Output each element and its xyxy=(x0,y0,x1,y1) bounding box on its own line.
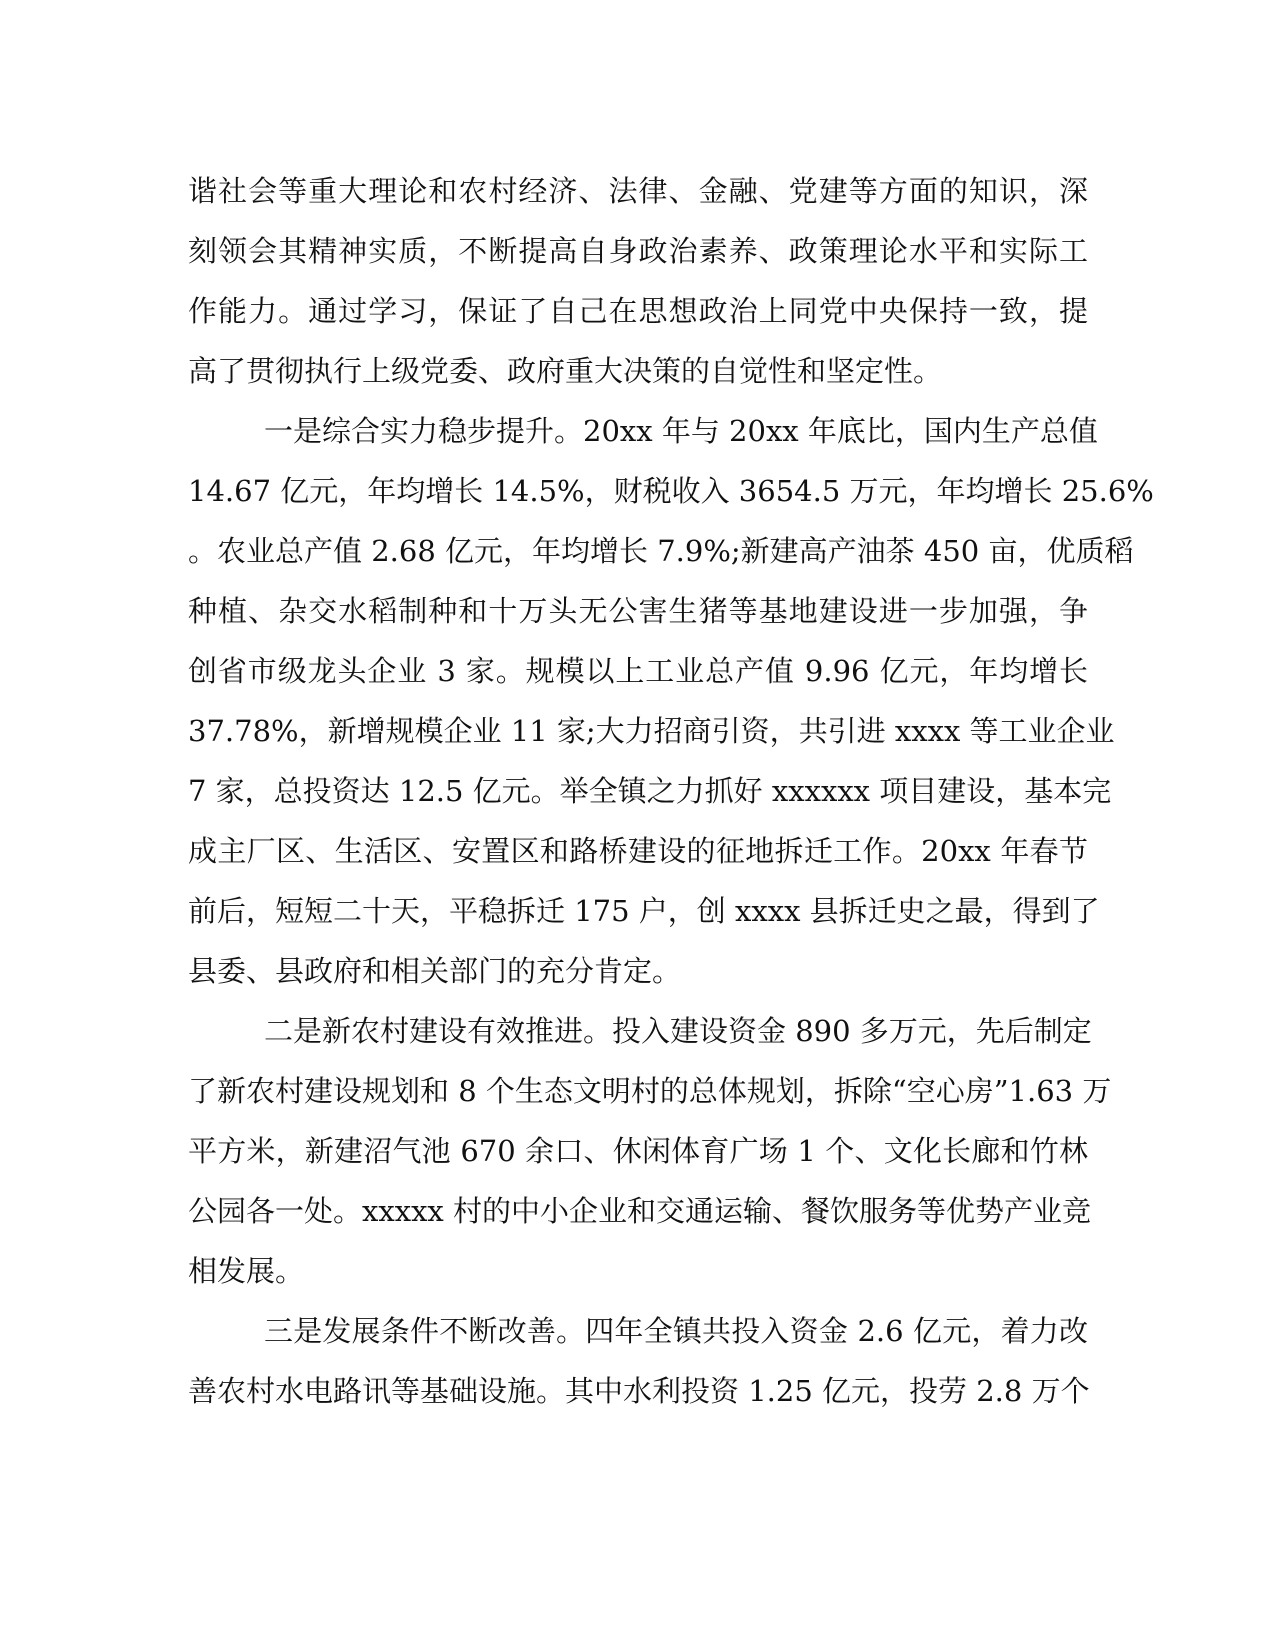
text-line: 了新农村建设规划和 8 个生态文明村的总体规划，拆除“空心房”1.63 万 xyxy=(188,1074,1112,1108)
text-line: 刻领会其精神实质，不断提高自身政治素养、政策理论水平和实际工 xyxy=(188,234,1088,268)
text-line: 成主厂区、生活区、安置区和路桥建设的征地拆迁工作。20xx 年春节 xyxy=(188,834,1088,868)
text-line: 。农业总产值 2.68 亿元，年均增长 7.9%;新建高产油茶 450 亩，优质稻 xyxy=(188,534,1134,568)
text-line: 37.78%，新增规模企业 11 家;大力招商引资，共引进 xxxx 等工业企业 xyxy=(188,714,1115,748)
text-line: 平方米，新建沼气池 670 余口、休闲体育广场 1 个、文化长廊和竹林 xyxy=(188,1134,1088,1168)
text-line: 谐社会等重大理论和农村经济、法律、金融、党建等方面的知识，深 xyxy=(188,174,1088,208)
text-line: 种植、杂交水稻制种和十万头无公害生猪等基地建设进一步加强，争 xyxy=(188,594,1088,628)
document-body xyxy=(188,161,1154,1421)
text-line: 善农村水电路讯等基础设施。其中水利投资 1.25 亿元，投劳 2.8 万个 xyxy=(188,1374,1090,1408)
paragraph-first-line: 二是新农村建设有效推进。投入建设资金 890 多万元，先后制定 xyxy=(264,1014,1092,1048)
text-line: 相发展。 xyxy=(188,1254,305,1288)
text-line: 高了贯彻执行上级党委、政府重大决策的自觉性和坚定性。 xyxy=(188,354,943,388)
text-line: 7 家，总投资达 12.5 亿元。举全镇之力抓好 xxxxxx 项目建设，基本完 xyxy=(188,774,1112,808)
text-line: 县委、县政府和相关部门的充分肯定。 xyxy=(188,954,682,988)
text-line: 创省市级龙头企业 3 家。规模以上工业总产值 9.96 亿元，年均增长 xyxy=(188,654,1088,688)
text-line: 作能力。通过学习，保证了自己在思想政治上同党中央保持一致，提 xyxy=(188,294,1088,328)
text-line: 前后，短短二十天，平稳拆迁 175 户，创 xxxx 县拆迁史之最，得到了 xyxy=(188,894,1100,928)
paragraph-first-line: 三是发展条件不断改善。四年全镇共投入资金 2.6 亿元，着力改 xyxy=(264,1314,1088,1348)
text-line: 公园各一处。xxxxx 村的中小企业和交通运输、餐饮服务等优势产业竞 xyxy=(188,1194,1091,1228)
text-line: 14.67 亿元，年均增长 14.5%，财税收入 3654.5 万元，年均增长 25.6% xyxy=(188,474,1154,508)
paragraph-first-line: 一是综合实力稳步提升。20xx 年与 20xx 年底比，国内生产总值 xyxy=(264,414,1098,448)
